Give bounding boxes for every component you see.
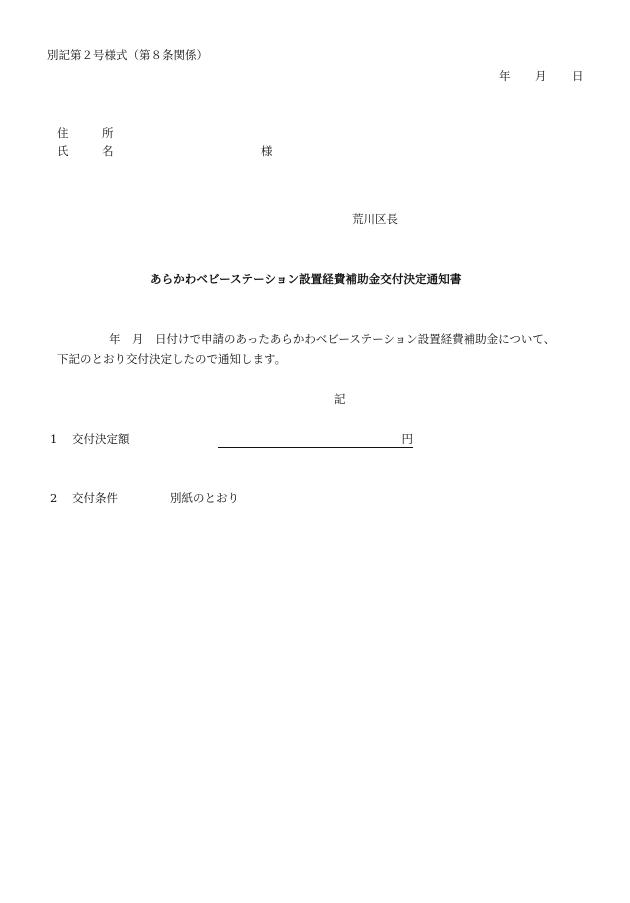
body-line-2: 下記のとおり交付決定したので通知します。 bbox=[57, 352, 287, 366]
honorific: 様 bbox=[261, 144, 273, 158]
date-month-label: 月 bbox=[535, 69, 547, 83]
item-1-number: 1 bbox=[50, 432, 58, 446]
item-1-label: 交付決定額 bbox=[72, 432, 130, 446]
item-2-number: 2 bbox=[50, 491, 58, 505]
grant-amount-field bbox=[218, 434, 413, 448]
name-label-part-2: 名 bbox=[102, 144, 114, 158]
address-label-part-2: 所 bbox=[102, 126, 114, 140]
yen-unit: 円 bbox=[401, 432, 413, 446]
document-title: あらかわベビーステーション設置経費補助金交付決定通知書 bbox=[150, 272, 462, 286]
item-2-label: 交付条件 bbox=[72, 491, 118, 505]
issuer: 荒川区長 bbox=[352, 212, 398, 226]
ki-heading: 記 bbox=[334, 392, 346, 406]
date-line bbox=[0, 71, 630, 85]
name-label-part-1: 氏 bbox=[57, 144, 69, 158]
form-reference: 別記第２号様式（第８条関係） bbox=[47, 48, 208, 62]
address-label-part-1: 住 bbox=[57, 126, 69, 140]
item-2-value: 別紙のとおり bbox=[170, 491, 239, 505]
body-line-1: 年 月 日付けで申請のあったあらかわベビーステーション設置経費補助金について、 bbox=[109, 332, 556, 346]
date-year-label: 年 bbox=[499, 69, 511, 83]
date-day-label: 日 bbox=[572, 69, 584, 83]
